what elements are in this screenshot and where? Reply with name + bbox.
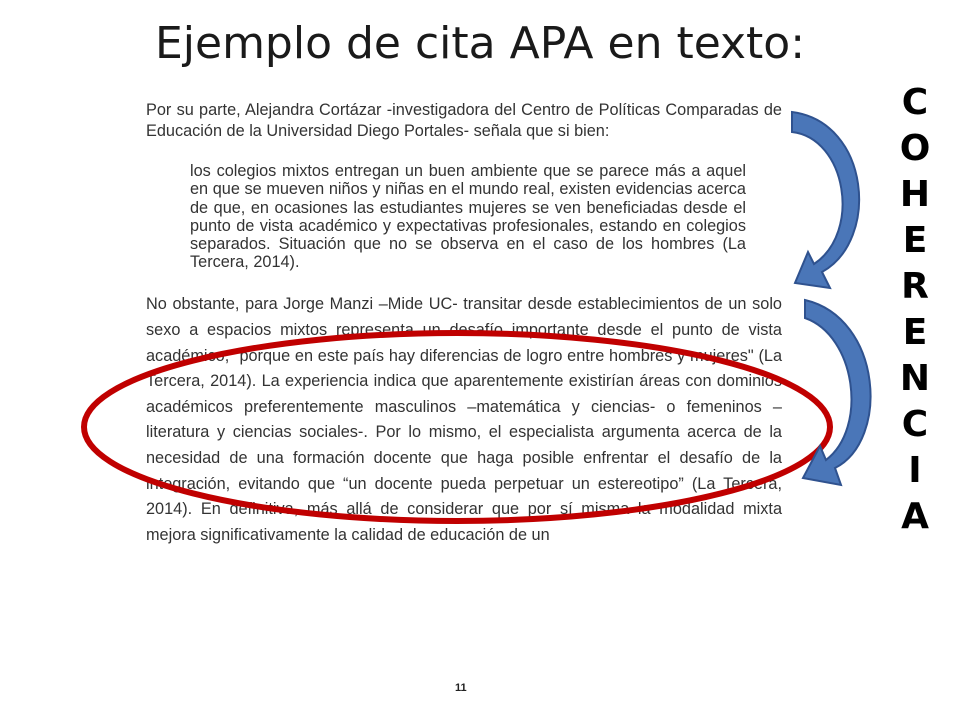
letter-n: N [899, 358, 931, 399]
letter-e: E [902, 220, 928, 261]
highlight-ellipse [84, 333, 830, 521]
letter-i: I [908, 450, 922, 491]
intro-paragraph: Por su parte, Alejandra Cortázar -investigadora del Centro de Políticas Comparadas de Educación de la Universidad Diego Portales- señala que si bien: [146, 101, 782, 140]
curved-arrow-lower-icon [803, 300, 871, 485]
letter-c: C [901, 82, 929, 123]
letter-a: A [901, 496, 929, 537]
letter-r: R [901, 266, 929, 307]
slide-title: Ejemplo de cita APA en texto: [154, 18, 806, 69]
letter-e-2: E [902, 312, 928, 353]
letter-c-2: C [901, 404, 929, 445]
block-quote-text: los colegios mixtos entregan un buen ambiente que se parece más a aquel en que se mueven niños y niñas en el mundo real, existen evidencias acerca de que, en ocasiones las estudiantes mujeres se ven beneficiadas desde el punto de vista académico y expectativas profesionales, estando en colegios separados. Situación que no se observa en el caso de los hombres (La Tercera, 2014). [190, 162, 746, 272]
body-paragraph: No obstante, para Jorge Manzi –Mide UC- transitar desde establecimientos de un solo sexo a espacios mixtos representa un desafío importante desde el punto de vista académico, “porque en este país hay diferencias de logro entre hombres y mujeres" (La Tercera, 2014). La experiencia indica que aparentemente existirían áreas con dominios académicos preferentemente masculinos –matemática y ciencias- o femeninos –literatura y ciencias sociales-. Por lo mismo, el especialista argumenta acerca de la necesidad de una formación docente que haga posible enfrentar el desafío de la integración, evitando que “un docente pueda perpetuar un estereotipo” (La Tercera, 2014). En definitiva, más allá de considerar que por sí misma la modalidad mixta mejora significativamente la calidad de educación de un [146, 295, 782, 544]
page-number: 11 [455, 682, 467, 694]
letter-h: H [899, 174, 931, 215]
letter-o: O [899, 128, 931, 169]
curved-arrow-upper-icon [792, 112, 859, 288]
